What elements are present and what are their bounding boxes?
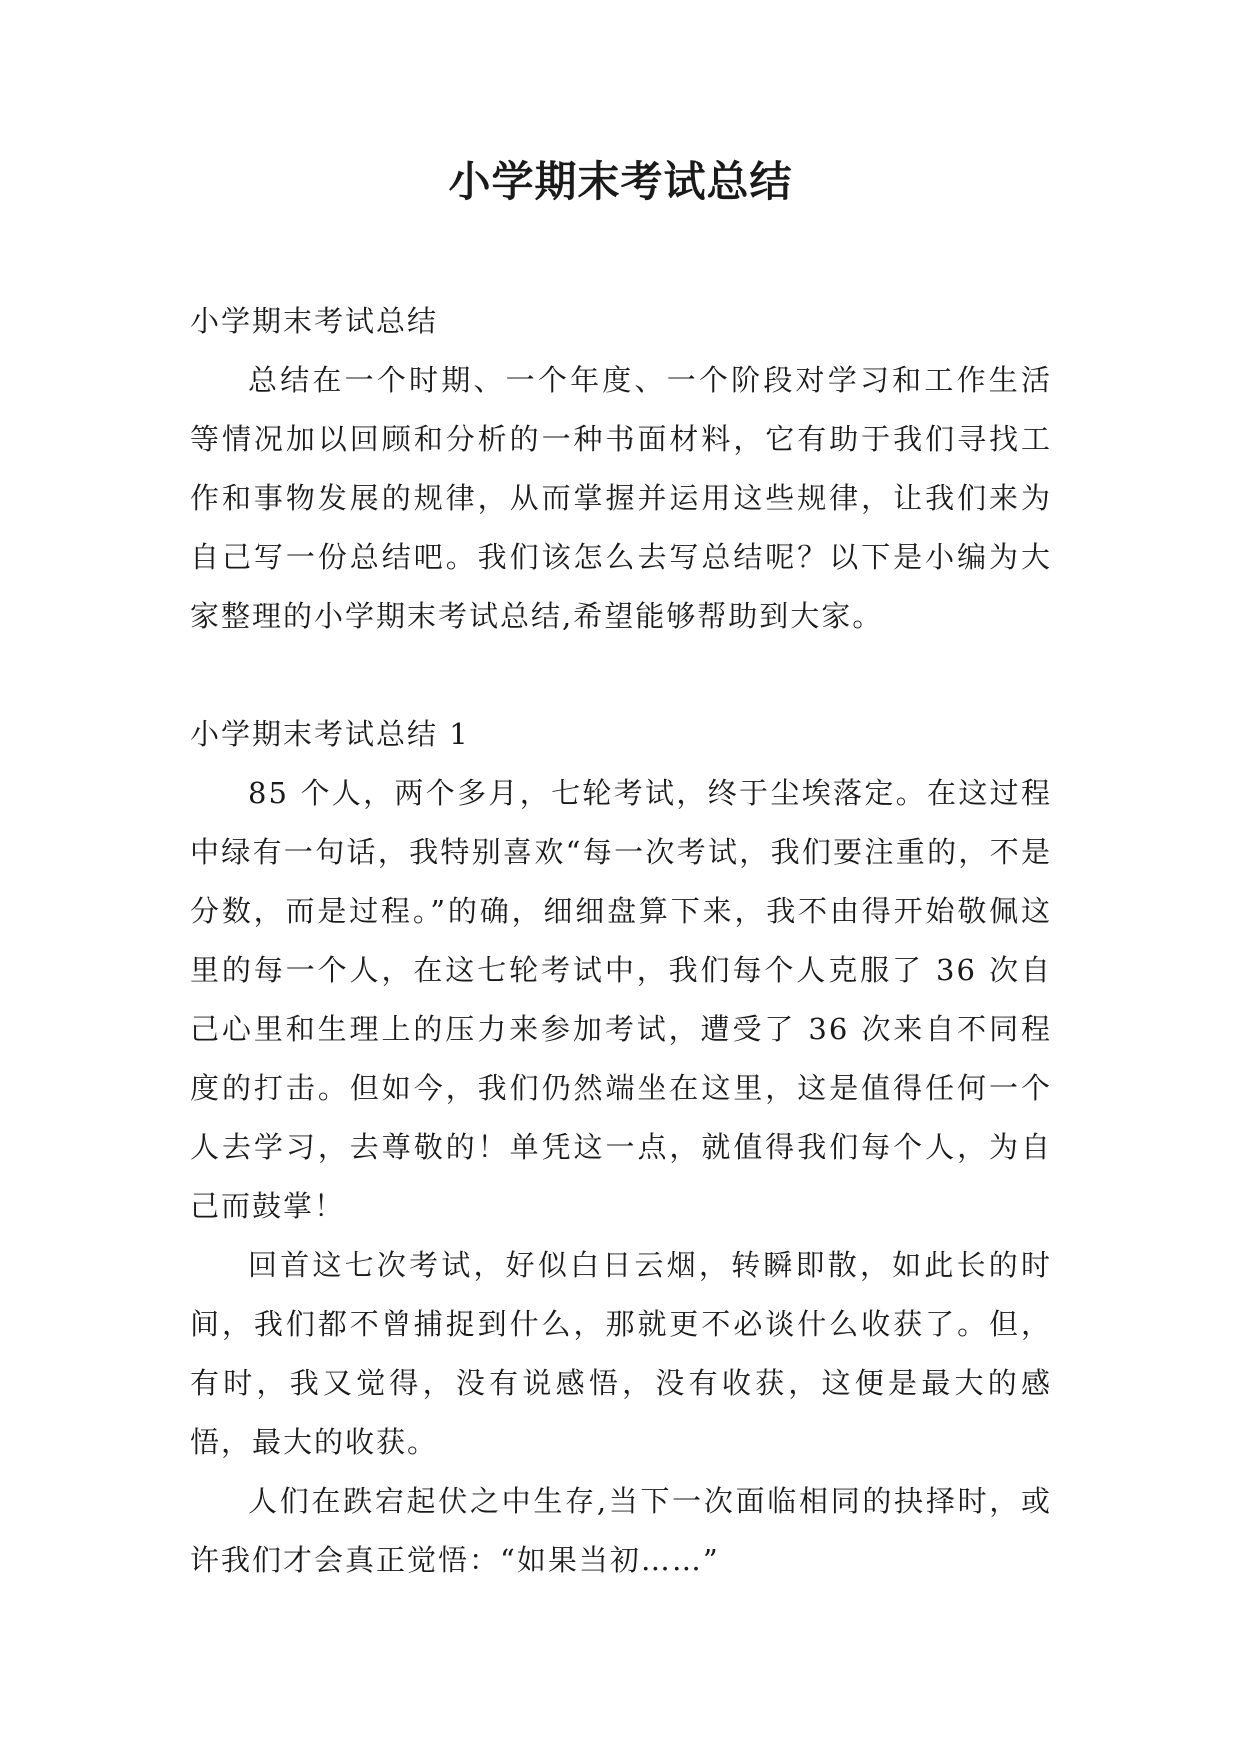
document-title: 小学期末考试总结: [448, 157, 793, 206]
body-paragraph: 回首这七次考试，好似白日云烟，转瞬即散，如此长的时间，我们都不曾捕捉到什么，那就更不必谈什么收获了。但，有时，我又觉得，没有说感悟，没有收获，这便是最大的感悟，最大的收获。: [190, 1248, 1052, 1459]
body-paragraph: 85 个人，两个多月，七轮考试，终于尘埃落定。在这过程中绿有一句话，我特别喜欢“每一次考试，我们要注重的，不是分数，而是过程。”的确，细细盘算下来，我不由得开始敬佩这里的每一个人，在这七轮考试中，我们每个人克服了 36 次自己心里和生理上的压力来参加考试，遭受了 36 次来自不同程度的打击。但如今，我们仍然端坐在这里，这是值得任何一个人去学习，去尊敬的！单凭这一点，就值得我们每个人，为自己而鼓掌！: [190, 776, 1052, 1223]
document-body: [190, 292, 1052, 1590]
section-spacer: [190, 646, 1052, 705]
section-heading: 小学期末考试总结 1: [190, 717, 470, 751]
body-paragraph: 人们在跌宕起伏之中生存,当下一次面临相同的抉择时，或许我们才会真正觉悟：“如果当初……”: [190, 1484, 1052, 1577]
intro-paragraph: 总结在一个时期、一个年度、一个阶段对学习和工作生活等情况加以回顾和分析的一种书面材料，它有助于我们寻找工作和事物发展的规律，从而掌握并运用这些规律，让我们来为自己写一份总结吧。我们该怎么去写总结呢？以下是小编为大家整理的小学期末考试总结,希望能够帮助到大家。: [190, 363, 1052, 633]
intro-heading: 小学期末考试总结: [190, 304, 439, 338]
